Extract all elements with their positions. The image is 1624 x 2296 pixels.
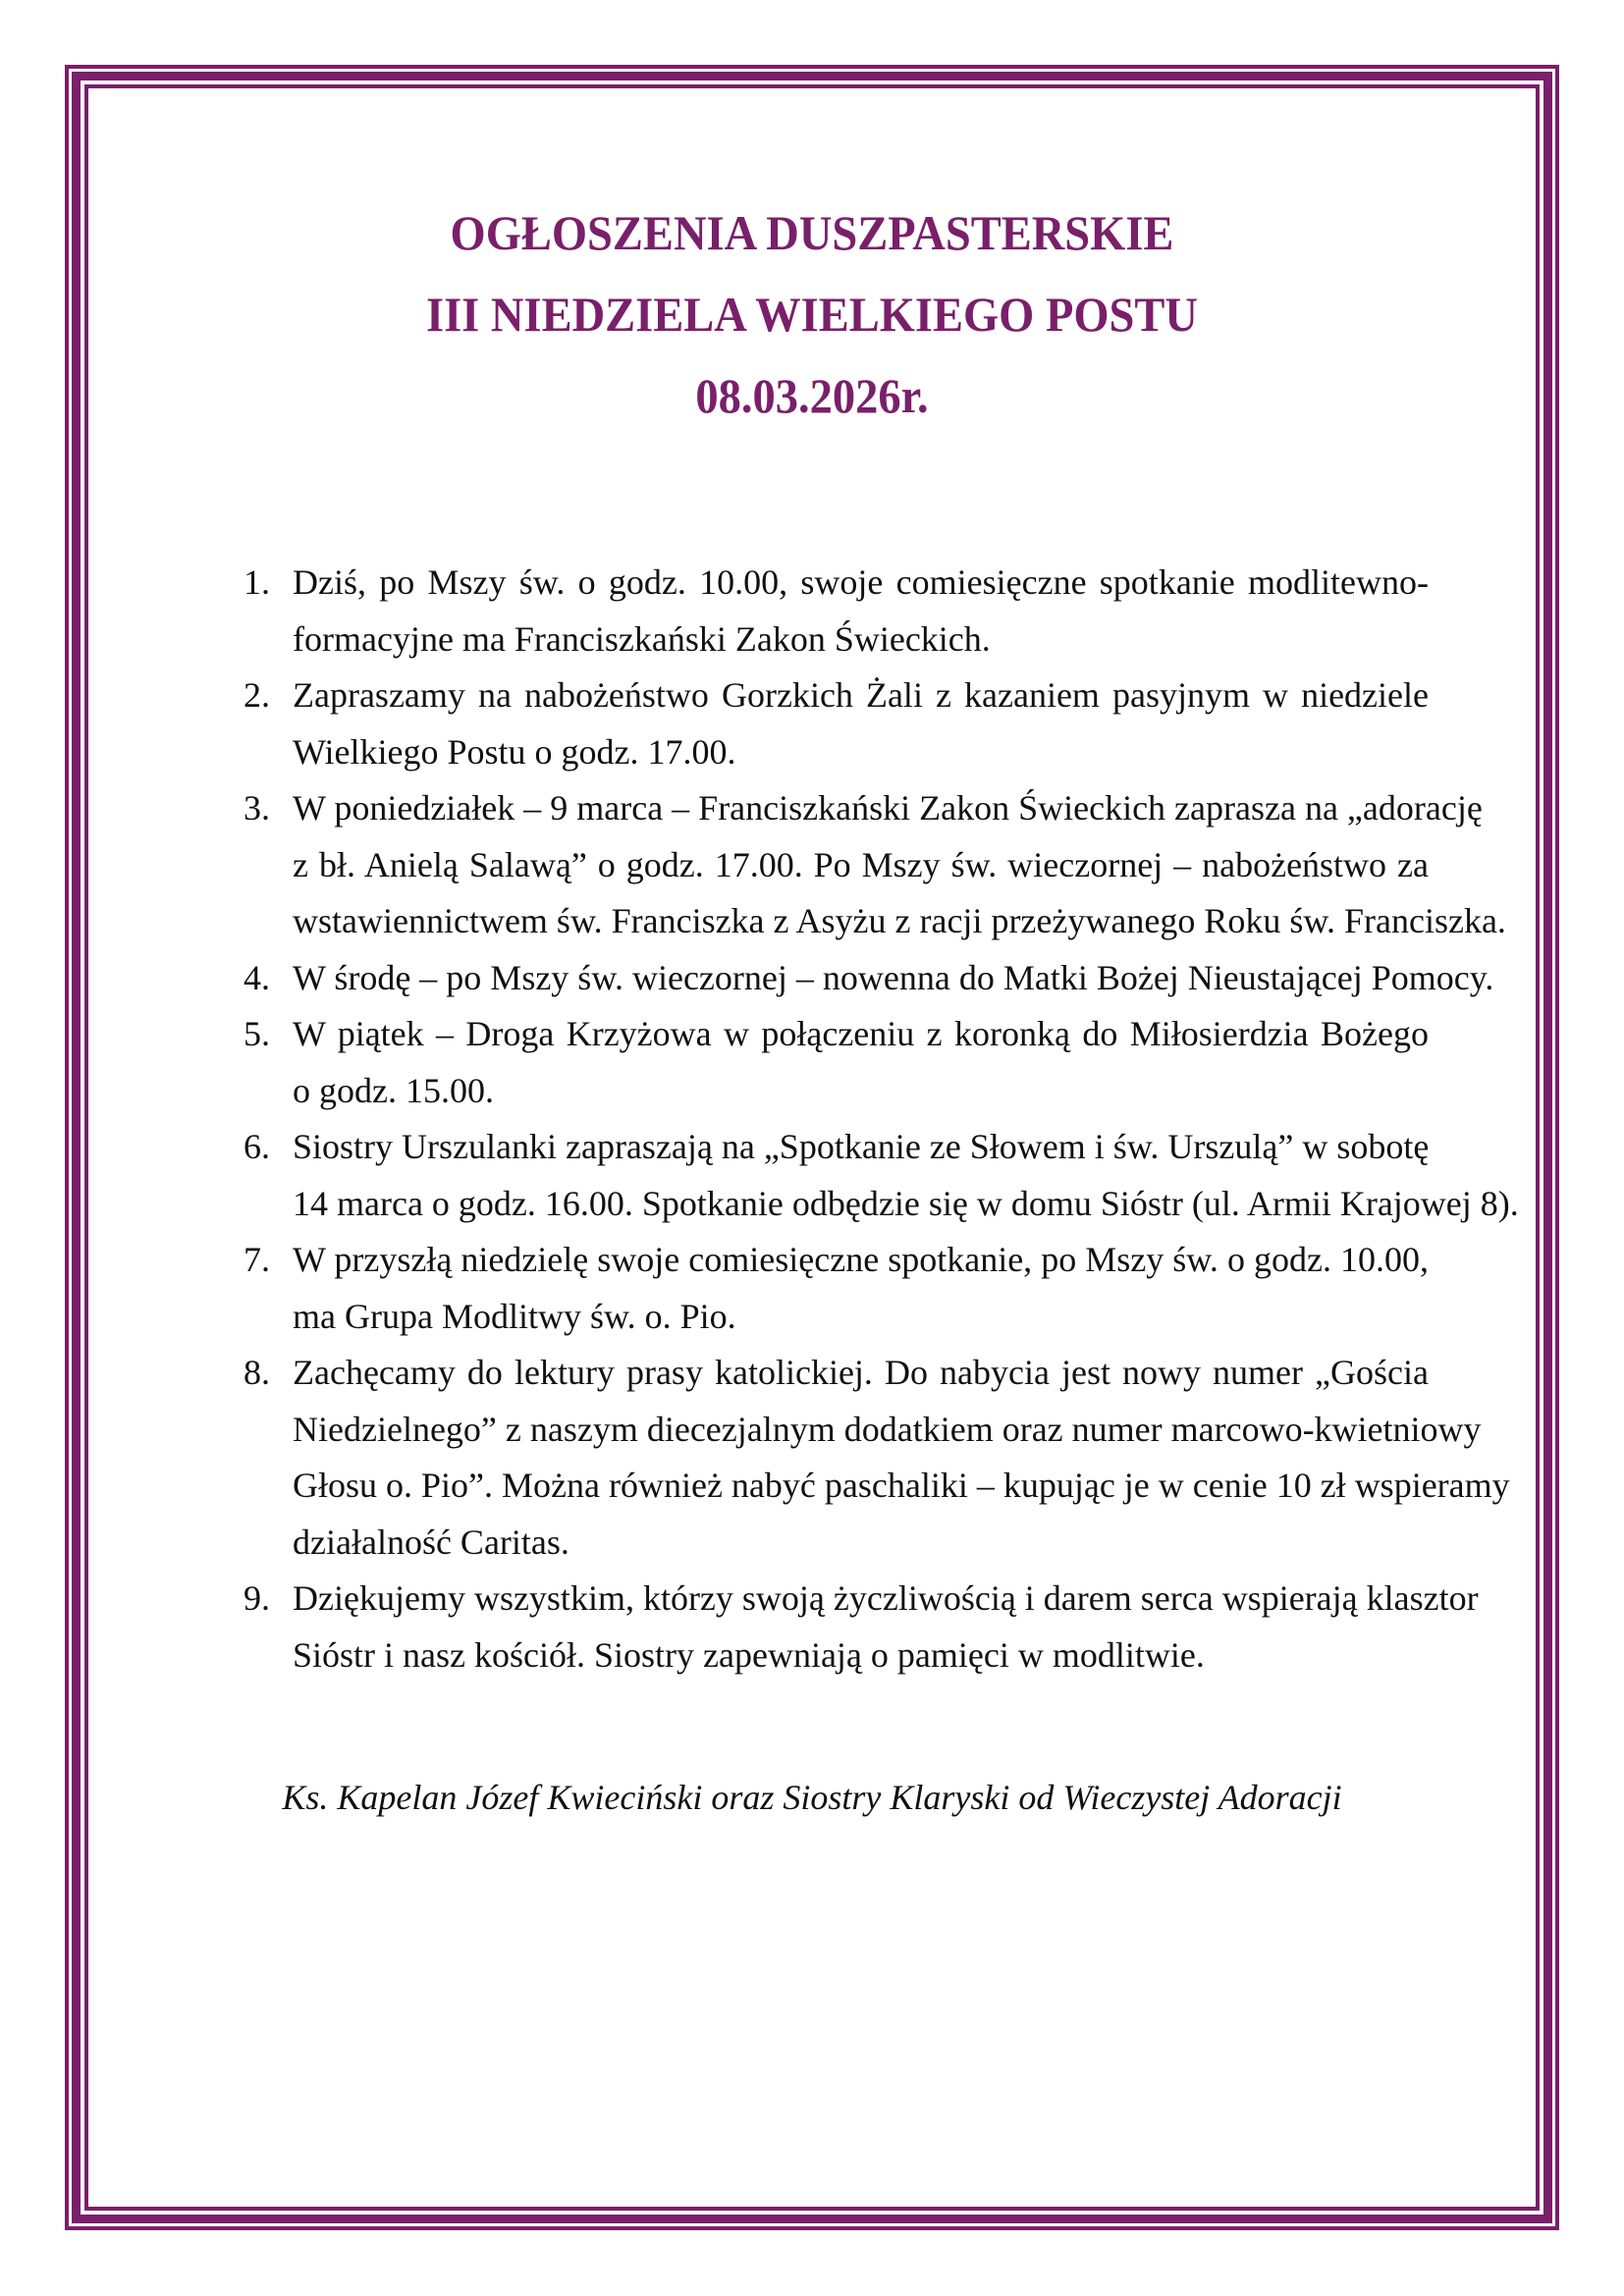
announcement-text-line: W piątek – Droga Krzyżowa w połączeniu z koronką do Miłosierdzia Bożego	[293, 1014, 1429, 1053]
announcement-item	[244, 1345, 1510, 1571]
announcement-text-line: ma Grupa Modlitwy św. o. Pio.	[293, 1296, 736, 1336]
announcement-text-line: Dziś, po Mszy św. o godz. 10.00, swoje comiesięczne spotkanie modlitewno-	[293, 562, 1429, 602]
announcement-item	[244, 1006, 1429, 1119]
announcement-text-line: W środę – po Mszy św. wieczornej – nowenna do Matki Bożej Nieustającej Pomocy.	[293, 957, 1494, 997]
announcement-text-line: o godz. 15.00.	[293, 1070, 494, 1110]
announcement-text-line: wstawiennictwem św. Franciszka z Asyżu z racji przeżywanego Roku św. Franciszka.	[293, 901, 1506, 940]
announcement-item	[244, 950, 1494, 1007]
announcement-number: 7.	[244, 1240, 270, 1279]
announcement-item	[244, 1571, 1479, 1683]
announcement-text-line: Dziękujemy wszystkim, którzy swoją życzliwością i darem serca wspierają klasztor	[293, 1578, 1479, 1618]
document-header	[0, 192, 1624, 437]
announcement-item	[244, 1232, 1429, 1345]
announcement-list	[244, 555, 1519, 1683]
announcement-text-line: Sióstr i nasz kościół. Siostry zapewniają o pamięci w modlitwie.	[293, 1634, 1205, 1675]
announcement-text-line: działalność Caritas.	[293, 1522, 569, 1562]
announcement-text-line: Zapraszamy na nabożeństwo Gorzkich Żali z kazaniem pasyjnym w niedziele	[293, 675, 1429, 715]
announcement-text-line: Siostry Urszulanki zapraszają na „Spotkanie ze Słowem i św. Urszulą” w sobotę	[293, 1127, 1430, 1166]
announcement-text-line: W poniedziałek – 9 marca – Franciszkański Zakon Świeckich zaprasza na „adorację	[293, 788, 1483, 828]
announcement-item	[244, 780, 1506, 950]
page-date: 08.03.2026r.	[695, 368, 929, 423]
page-subtitle: III NIEDZIELA WIELKIEGO POSTU	[425, 287, 1199, 342]
announcement-text-line: z bł. Anielą Salawą” o godz. 17.00. Po Mszy św. wieczornej – nabożeństwo za	[293, 844, 1429, 884]
announcement-number: 6.	[244, 1127, 270, 1166]
announcement-number: 4.	[244, 957, 270, 997]
announcement-text-line: Wielkiego Postu o godz. 17.00.	[293, 731, 736, 772]
announcement-text-line: formacyjne ma Franciszkański Zakon Świeckich.	[293, 618, 991, 659]
announcement-number: 1.	[244, 562, 270, 602]
announcement-number: 3.	[244, 788, 270, 828]
announcement-item	[244, 1119, 1519, 1232]
announcement-item	[244, 667, 1429, 780]
announcement-text-line: Niedzielnego” z naszym diecezjalnym dodatkiem oraz numer marcowo-kwietniowy	[293, 1409, 1482, 1449]
announcement-number: 8.	[244, 1353, 270, 1392]
announcement-number: 2.	[244, 675, 270, 715]
signature: Ks. Kapelan Józef Kwieciński oraz Siostry Klaryski od Wieczystej Adoracji	[282, 1778, 1342, 1817]
announcement-text-line: 14 marca o godz. 16.00. Spotkanie odbędzie się w domu Sióstr (ul. Armii Krajowej 8).	[293, 1183, 1519, 1223]
announcement-number: 5.	[244, 1014, 270, 1053]
announcement-item	[244, 555, 1429, 667]
page-title: OGŁOSZENIA DUSZPASTERSKIE	[450, 205, 1174, 260]
announcement-text-line: Zachęcamy do lektury prasy katolickiej. Do nabycia jest nowy numer „Gościa	[293, 1353, 1429, 1392]
announcement-text-line: Głosu o. Pio”. Można również nabyć paschaliki – kupując je w cenie 10 zł wspieramy	[293, 1466, 1510, 1505]
announcement-text-line: W przyszłą niedzielę swoje comiesięczne spotkanie, po Mszy św. o godz. 10.00,	[293, 1240, 1429, 1279]
announcement-number: 9.	[244, 1578, 270, 1618]
